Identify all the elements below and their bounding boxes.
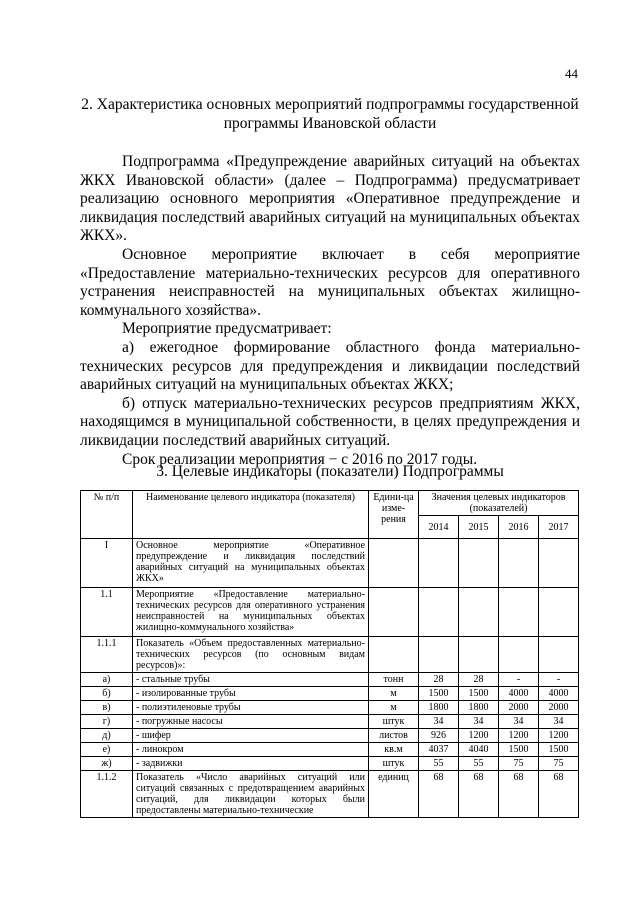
row-number: 1.1.1 <box>81 637 133 673</box>
paragraph: Основное мероприятие включает в себя мероприятие «Предоставление материально-технических ресурсов для оперативного устранения неисправностей на муниципальных объектах жилищно-коммунального хозяйства». <box>80 245 580 319</box>
indicators-table <box>80 490 579 818</box>
row-value <box>459 588 499 637</box>
row-value: 1500 <box>539 743 579 757</box>
row-value: 4040 <box>459 743 499 757</box>
page-number: 44 <box>565 66 578 81</box>
row-value: 68 <box>459 771 499 818</box>
row-unit <box>369 588 419 637</box>
header-number: № п/п <box>81 491 133 539</box>
row-value: 2000 <box>499 701 539 715</box>
row-number: д) <box>81 729 133 743</box>
header-indicator-name: Наименование целевого индикатора (показателя) <box>133 491 369 539</box>
row-value: 1500 <box>459 687 499 701</box>
header-year: 2015 <box>459 516 499 539</box>
row-indicator: Мероприятие «Предоставление материально-технических ресурсов для оперативного устранения неисправностей на муниципальных объектах жилищно-коммунального хозяйства» <box>133 588 369 637</box>
row-value: 1800 <box>419 701 459 715</box>
table-row <box>81 539 579 588</box>
row-indicator: Показатель «Объем предоставленных материально-технических ресурсов (по основным видам ресурсов)»: <box>133 637 369 673</box>
row-number: 1.1 <box>81 588 133 637</box>
table-row <box>81 673 579 687</box>
table-row <box>81 771 579 818</box>
row-value: 1200 <box>459 729 499 743</box>
row-number: I <box>81 539 133 588</box>
row-indicator: - стальные трубы <box>133 673 369 687</box>
row-unit: м <box>369 701 419 715</box>
row-value: 1800 <box>459 701 499 715</box>
row-unit <box>369 539 419 588</box>
row-indicator: Основное мероприятие «Оперативное предупреждение и ликвидация последствий аварийных ситуаций на муниципальных объектах ЖКХ» <box>133 539 369 588</box>
row-value <box>499 637 539 673</box>
header-year: 2016 <box>499 516 539 539</box>
row-value: 1200 <box>539 729 579 743</box>
row-value <box>539 588 579 637</box>
table-row <box>81 715 579 729</box>
row-value: 1500 <box>499 743 539 757</box>
paragraph: а) ежегодное формирование областного фонда материально-технических ресурсов для предупреждения и ликвидации последствий аварийных ситуаций на муниципальных объектах ЖКХ; <box>80 338 580 394</box>
row-value: 75 <box>539 757 579 771</box>
table-row <box>81 701 579 715</box>
row-value: 34 <box>419 715 459 729</box>
row-value: - <box>539 673 579 687</box>
row-indicator: Показатель «Число аварийных ситуаций или ситуаций связанных с предотвращением аварийных ситуаций, для ликвидации которых были предоставлены материально-технические <box>133 771 369 818</box>
row-number: 1.1.2 <box>81 771 133 818</box>
section-title: 2. Характеристика основных мероприятий подпрограммы государственной программы Ивановской области <box>81 96 579 132</box>
row-value: 34 <box>539 715 579 729</box>
row-unit: кв.м <box>369 743 419 757</box>
paragraph: Подпрограмма «Предупреждение аварийных ситуаций на объектах ЖКХ Ивановской области» (далее – Подпрограмма) предусматривает реализацию основного мероприятия «Оперативное предупреждение и ликвидация последствий аварийных ситуаций на муниципальных объектах ЖКХ». <box>80 153 580 245</box>
row-value <box>419 539 459 588</box>
row-unit: единиц <box>369 771 419 818</box>
paragraph: б) отпуск материально-технических ресурсов предприятиям ЖКХ, находящимся в муниципальной собственности, в целях предупреждения и ликвидации последствий аварийных ситуаций. <box>80 394 580 449</box>
row-unit <box>369 637 419 673</box>
row-unit: тонн <box>369 673 419 687</box>
header-year: 2014 <box>419 516 459 539</box>
row-value <box>499 588 539 637</box>
row-unit: листов <box>369 729 419 743</box>
row-value: 4000 <box>499 687 539 701</box>
row-value: - <box>499 673 539 687</box>
row-indicator: - погружные насосы <box>133 715 369 729</box>
row-number: в) <box>81 701 133 715</box>
header-values: Значения целевых индикаторов (показателей) <box>419 491 579 516</box>
row-value <box>459 637 499 673</box>
row-value <box>419 637 459 673</box>
row-unit: м <box>369 687 419 701</box>
row-value: 4037 <box>419 743 459 757</box>
row-number: е) <box>81 743 133 757</box>
row-value: 68 <box>539 771 579 818</box>
table-row <box>81 687 579 701</box>
row-value: 1500 <box>419 687 459 701</box>
row-indicator: - задвижки <box>133 757 369 771</box>
row-value: 28 <box>419 673 459 687</box>
paragraph: Срок реализации мероприятия − с 2016 по 2017 годы. <box>122 450 478 468</box>
row-number: б) <box>81 687 133 701</box>
row-value: 926 <box>419 729 459 743</box>
row-indicator: - изолированные трубы <box>133 687 369 701</box>
row-indicator: - линокром <box>133 743 369 757</box>
table-row <box>81 729 579 743</box>
table-row <box>81 588 579 637</box>
body-text <box>80 153 580 469</box>
paragraph: Мероприятие предусматривает: <box>122 320 332 338</box>
row-value: 34 <box>459 715 499 729</box>
row-value <box>539 539 579 588</box>
row-indicator: - шифер <box>133 729 369 743</box>
table-row <box>81 757 579 771</box>
row-indicator: - полиэтиленовые трубы <box>133 701 369 715</box>
row-value: 34 <box>499 715 539 729</box>
header-year: 2017 <box>539 516 579 539</box>
row-unit: штук <box>369 757 419 771</box>
row-value <box>459 539 499 588</box>
row-value <box>539 637 579 673</box>
row-value <box>499 539 539 588</box>
row-number: а) <box>81 673 133 687</box>
row-value: 2000 <box>539 701 579 715</box>
table-row <box>81 637 579 673</box>
row-value <box>419 588 459 637</box>
row-value: 1200 <box>499 729 539 743</box>
row-value: 55 <box>459 757 499 771</box>
header-unit: Едини-ца изме-рения <box>369 491 419 539</box>
table-title: 3. Целевые индикаторы (показатели) Подпрограммы <box>156 463 504 480</box>
row-number: ж) <box>81 757 133 771</box>
row-number: г) <box>81 715 133 729</box>
row-unit: штук <box>369 715 419 729</box>
row-value: 68 <box>419 771 459 818</box>
row-value: 75 <box>499 757 539 771</box>
table-row <box>81 743 579 757</box>
row-value: 55 <box>419 757 459 771</box>
row-value: 68 <box>499 771 539 818</box>
row-value: 28 <box>459 673 499 687</box>
row-value: 4000 <box>539 687 579 701</box>
